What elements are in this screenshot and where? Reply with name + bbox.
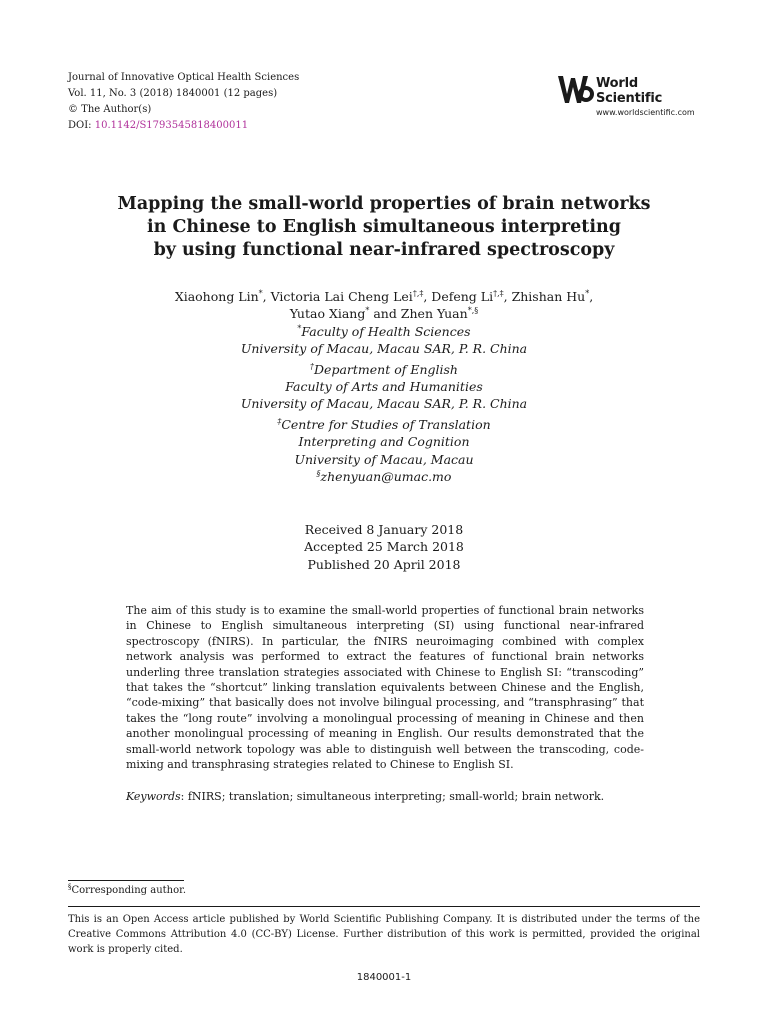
published-date: Published 20 April 2018 [307, 556, 461, 572]
logo-text [596, 76, 702, 117]
author-mark: * [258, 289, 263, 298]
affiliation-mark: * [297, 323, 302, 333]
email-line [0, 468, 768, 485]
footnote-mark: § [68, 883, 72, 891]
journal-header [68, 70, 299, 134]
license-text: This is an Open Access article published by World Scientific Publishing Company. It is distributed under the terms of the Creative Commons Attribution 4.0 (CC-BY) License. Further distribution of this work is permitted, provided the original work is properly cited. [68, 914, 700, 955]
received-date: Received 8 January 2018 [304, 522, 464, 537]
authors-block [0, 288, 768, 485]
license-divider [68, 906, 700, 907]
affiliation-text: Department of English [314, 361, 458, 377]
doi-label: DOI: [68, 120, 95, 131]
dates-block [0, 521, 768, 573]
author-line [0, 305, 768, 322]
abstract-text: The aim of this study is to examine the small-world properties of functional brain networks in Chinese to English simultaneous interpreting (SI) using functional near-infrared spectroscopy (fNIRS). In particular, the fNIRS neuroimaging combined with complex network analysis was performed to extract the features of functional brain networks underling three translation strategies associated with Chinese to English SI: “transcoding” that takes the “shortcut” linking translation equivalents between Chinese and the English, “code-mixing” that basically does not involve bilingual processing, and “transphrasing” that takes the “long route” involving a monolingual processing of meaning in Chinese and then another monolingual processing of meaning in English. Our results demonstrated that the small-world network topology was able to distinguish well between the transcoding, code-mixing and transphrasing strategies related to Chinese to English SI. [126, 604, 644, 772]
author-name: , Zhishan Hu [503, 289, 586, 304]
page-number: 1840001-1 [356, 972, 412, 983]
accepted-date: Accepted 25 March 2018 [304, 539, 464, 555]
author-mark: * [365, 306, 370, 316]
footnote-divider [68, 880, 184, 881]
journal-name: Journal of Innovative Optical Health Sciences [68, 72, 300, 83]
affiliation-text: Centre for Studies of Translation [281, 416, 491, 432]
logo-name: World Scientific [596, 76, 663, 106]
affiliation-mark: ‡ [277, 416, 282, 426]
author-line [0, 288, 768, 305]
affiliation-line: University of Macau, Macau [294, 451, 474, 467]
affiliation-text: Faculty of Health Sciences [301, 323, 471, 339]
title-line: Mapping the small-world properties of brain networks [117, 194, 651, 214]
keywords-label: Keywords [126, 790, 181, 803]
title-line: in Chinese to English simultaneous interpreting [147, 217, 621, 237]
keywords-line [126, 789, 644, 804]
author-separator: , [589, 289, 594, 304]
logo-url: www.worldscientific.com [596, 108, 695, 117]
keywords-text: : fNIRS; translation; simultaneous interpreting; small-world; brain network. [180, 790, 605, 803]
author-mark: * [585, 289, 590, 298]
affiliation-line: Interpreting and Cognition [298, 434, 470, 450]
affiliation-line [0, 323, 768, 340]
doi-line [68, 118, 299, 134]
affiliation-line [0, 361, 768, 378]
paper-title [0, 193, 768, 262]
author-mark: †,‡ [412, 289, 424, 298]
affiliation-line [0, 416, 768, 433]
author-name: Yutao Xiang [289, 306, 366, 322]
doi-link[interactable]: 10.1142/S1793545818400011 [94, 120, 249, 131]
affiliation-mark: † [310, 361, 315, 371]
affiliation-line: University of Macau, Macau SAR, P. R. China [240, 396, 528, 412]
footnote-text: Corresponding author. [71, 885, 187, 896]
author-name: , Victoria Lai Cheng Lei [262, 289, 413, 304]
journal-volume: Vol. 11, No. 3 (2018) 1840001 (12 pages) [68, 88, 278, 99]
author-name: , Defeng Li [423, 289, 494, 304]
author-name: Xiaohong Lin [174, 289, 259, 304]
title-line: by using functional near-infrared spectroscopy [153, 240, 615, 260]
affiliation-line: Faculty of Arts and Humanities [285, 379, 483, 395]
author-mark: *,§ [467, 306, 479, 316]
author-mark: †,‡ [493, 289, 504, 298]
copyright-line: © The Author(s) [68, 104, 152, 115]
affiliation-line: University of Macau, Macau SAR, P. R. China [240, 341, 528, 357]
email-mark: § [316, 469, 321, 479]
author-name: and Zhen Yuan [369, 306, 468, 322]
world-scientific-logo-icon [556, 70, 594, 108]
publisher-logo[interactable] [556, 70, 702, 117]
corresponding-author-note [68, 885, 186, 896]
email-link[interactable]: zhenyuan@umac.mo [320, 469, 452, 485]
